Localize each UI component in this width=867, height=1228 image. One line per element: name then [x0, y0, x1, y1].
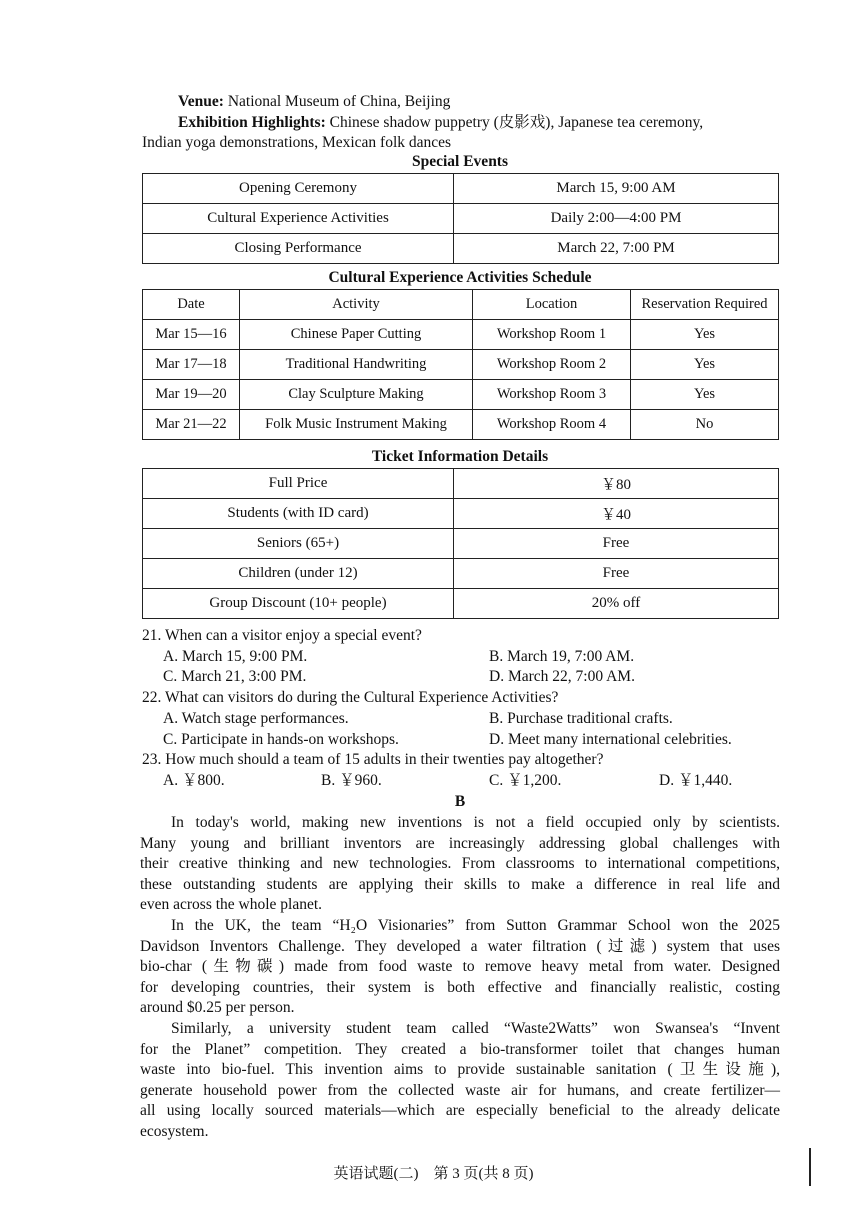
option-21-d: D. March 22, 7:00 AM. — [489, 668, 635, 685]
question-21-stem: 21. When can a visitor enjoy a special event? — [142, 627, 422, 644]
option-23-b: B. ￥960. — [321, 772, 382, 789]
text-line: for developing countries, their system is both effective and financially realistic, costing — [140, 978, 780, 996]
highlights-line-1 — [178, 113, 703, 133]
tickets-title: Ticket Information Details — [371, 448, 549, 465]
time-cell: Daily 2:00—4:00 PM — [454, 204, 779, 234]
table-cell: Workshop Room 2 — [473, 350, 631, 380]
table-cell: Mar 21—22 — [143, 410, 240, 440]
option-21-b: B. March 19, 7:00 AM. — [489, 648, 635, 665]
option-21-c: C. March 21, 3:00 PM. — [163, 668, 307, 685]
ticket-price-cell: ￥80 — [454, 469, 779, 499]
text-line: for the Planet” competition. They created a bio-transformer toilet that changes human — [140, 1040, 780, 1058]
table-row — [143, 204, 779, 234]
table-row — [143, 410, 779, 440]
header-cell: Activity — [240, 290, 473, 320]
table-cell: Folk Music Instrument Making — [240, 410, 473, 440]
text-line: In today's world, making new inventions is not a field occupied only by scientists. — [171, 814, 780, 831]
time-cell: March 22, 7:00 PM — [454, 234, 779, 264]
schedule-table — [142, 289, 779, 440]
option-22-b: B. Purchase traditional crafts. — [489, 710, 673, 727]
option-22-a: A. Watch stage performances. — [163, 710, 349, 727]
table-row — [143, 529, 779, 559]
option-23-a: A. ￥800. — [163, 772, 225, 789]
ticket-price-cell: Free — [454, 529, 779, 559]
text-line: bio-char (生物碳) made from food waste to remove heavy metal from water. Designed — [140, 958, 780, 976]
table-row — [143, 380, 779, 410]
ticket-price-cell: 20% off — [454, 589, 779, 619]
text-line: Davidson Inventors Challenge. They developed a water filtration (过滤) system that uses — [140, 937, 780, 955]
table-cell: Workshop Room 4 — [473, 410, 631, 440]
section-b-heading: B — [454, 793, 466, 810]
event-cell: Cultural Experience Activities — [143, 204, 454, 234]
event-cell: Closing Performance — [143, 234, 454, 264]
table-cell: Workshop Room 3 — [473, 380, 631, 410]
option-21-a: A. March 15, 9:00 PM. — [163, 648, 308, 665]
option-23-d: D. ￥1,440. — [659, 772, 733, 789]
page-footer: 英语试题(二) 第 3 页(共 8 页) — [333, 1166, 534, 1182]
table-cell: Mar 17—18 — [143, 350, 240, 380]
header-cell: Reservation Required — [631, 290, 779, 320]
text-line: In the UK, the team “H₂O Visionaries” from Sutton Grammar School won the 2025 — [171, 917, 780, 934]
table-row — [143, 320, 779, 350]
text-line: all using locally sourced materials—which are especially beneficial to the already delicate — [140, 1102, 780, 1120]
ticket-type-cell: Full Price — [143, 469, 454, 499]
passage-paragraph-2 — [140, 916, 780, 1019]
table-row — [143, 350, 779, 380]
text-line: ecosystem. — [140, 1122, 209, 1140]
venue-label: Venue: — [178, 93, 224, 110]
table-cell: Mar 19—20 — [143, 380, 240, 410]
table-row — [143, 499, 779, 529]
time-cell: March 15, 9:00 AM — [454, 174, 779, 204]
ticket-price-cell: ￥40 — [454, 499, 779, 529]
table-cell: Mar 15—16 — [143, 320, 240, 350]
venue-line — [178, 92, 450, 112]
highlights-label: Exhibition Highlights: — [178, 114, 326, 131]
text-line: generate household power from the collected waste air for humans, and create fertilizer— — [140, 1081, 780, 1099]
passage-paragraph-3 — [140, 1019, 780, 1143]
highlights-line-2: Indian yoga demonstrations, Mexican folk dances — [142, 134, 452, 151]
option-22-d: D. Meet many international celebrities. — [489, 731, 732, 748]
ticket-type-cell: Children (under 12) — [143, 559, 454, 589]
special-events-table — [142, 173, 779, 264]
ticket-type-cell: Students (with ID card) — [143, 499, 454, 529]
table-row — [143, 559, 779, 589]
table-cell: Chinese Paper Cutting — [240, 320, 473, 350]
margin-rule — [809, 1148, 811, 1186]
option-23-c: C. ￥1,200. — [489, 772, 562, 789]
text-line: Many young and brilliant inventors are increasingly addressing global challenges with — [140, 834, 780, 852]
text-line: Similarly, a university student team called “Waste2Watts” won Swansea's “Invent — [171, 1020, 780, 1037]
text-line: even across the whole planet. — [140, 896, 323, 914]
ticket-type-cell: Seniors (65+) — [143, 529, 454, 559]
table-header-row — [143, 290, 779, 320]
table-cell: Yes — [631, 320, 779, 350]
table-cell: Clay Sculpture Making — [240, 380, 473, 410]
event-cell: Opening Ceremony — [143, 174, 454, 204]
table-row — [143, 174, 779, 204]
text-line: their creative thinking and new technologies. From classrooms to international competitions, — [140, 855, 780, 873]
highlights-text-1: Chinese shadow puppetry (皮影戏), Japanese tea ceremony, — [329, 114, 704, 131]
ticket-type-cell: Group Discount (10+ people) — [143, 589, 454, 619]
table-row — [143, 469, 779, 499]
text-line: around $0.25 per person. — [140, 999, 295, 1017]
special-events-title: Special Events — [411, 153, 509, 170]
table-cell: Yes — [631, 380, 779, 410]
table-row — [143, 234, 779, 264]
header-cell: Location — [473, 290, 631, 320]
passage-paragraph-1 — [140, 813, 780, 916]
table-cell: No — [631, 410, 779, 440]
venue-text: National Museum of China, Beijing — [227, 93, 451, 110]
question-23-stem: 23. How much should a team of 15 adults in their twenties pay altogether? — [142, 751, 604, 768]
ticket-price-cell: Free — [454, 559, 779, 589]
table-row — [143, 589, 779, 619]
tickets-table — [142, 468, 779, 619]
table-cell: Traditional Handwriting — [240, 350, 473, 380]
header-cell: Date — [143, 290, 240, 320]
text-line: these outstanding students are applying their skills to make a difference in real life and — [140, 875, 780, 893]
schedule-title: Cultural Experience Activities Schedule — [328, 269, 592, 286]
table-cell: Yes — [631, 350, 779, 380]
table-cell: Workshop Room 1 — [473, 320, 631, 350]
option-22-c: C. Participate in hands-on workshops. — [163, 731, 399, 748]
question-22-stem: 22. What can visitors do during the Cultural Experience Activities? — [142, 689, 559, 706]
text-line: waste into bio-fuel. This invention aims to provide sustainable sanitation (卫生设施), — [140, 1061, 780, 1079]
